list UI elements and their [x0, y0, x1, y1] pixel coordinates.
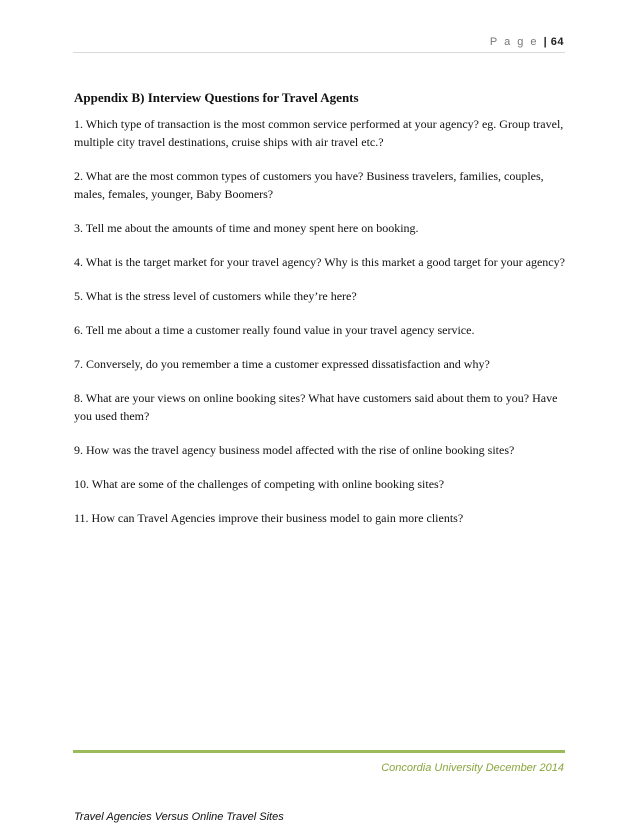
- appendix-title: Appendix B) Interview Questions for Travel Agents: [74, 90, 359, 105]
- page-header: [490, 36, 564, 48]
- page-label: P a g e: [489, 36, 539, 48]
- question-item: 10. What are some of the challenges of competing with online booking sites?: [74, 477, 445, 491]
- question-item: 11. How can Travel Agencies improve their business model to gain more clients?: [74, 511, 464, 525]
- question-item: 8. What are your views on online booking sites? What have customers said about them to you? Have you used them?: [74, 391, 558, 423]
- question-item: 1. Which type of transaction is the most common service performed at your agency? eg. Group travel, multiple city travel destinations, cruise ships with air travel etc.?: [74, 117, 564, 149]
- question-item: 6. Tell me about a time a customer really found value in your travel agency service.: [74, 323, 475, 337]
- footer-document-title: Travel Agencies Versus Online Travel Sites: [74, 811, 284, 823]
- question-item: 7. Conversely, do you remember a time a customer expressed dissatisfaction and why?: [74, 357, 490, 371]
- question-item: 9. How was the travel agency business model affected with the rise of online booking sites?: [74, 443, 515, 457]
- question-list: [74, 115, 566, 543]
- header-divider: [73, 52, 565, 53]
- page-number: | 64: [543, 36, 564, 48]
- question-item: 2. What are the most common types of customers you have? Business travelers, families, couples, males, females, younger, Baby Boomers?: [74, 169, 544, 201]
- question-item: 3. Tell me about the amounts of time and money spent here on booking.: [74, 221, 419, 235]
- question-item: 5. What is the stress level of customers while they’re here?: [74, 289, 357, 303]
- footer-university: Concordia University December 2014: [381, 762, 564, 774]
- footer-divider: [73, 750, 565, 753]
- question-item: 4. What is the target market for your travel agency? Why is this market a good target for your agency?: [74, 255, 565, 269]
